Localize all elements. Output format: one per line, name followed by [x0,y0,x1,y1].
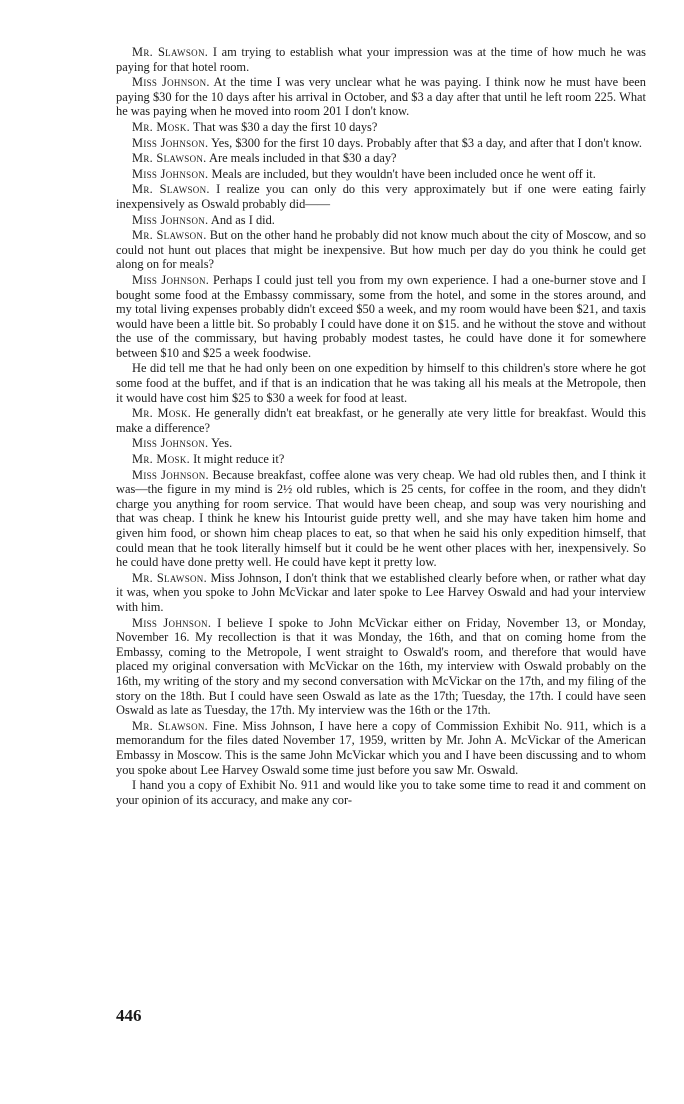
paragraph-text: Because breakfast, coffee alone was very cheap. We had old rubles then, and I think it was—the figure in my mind is 2½ old rubles, which is 25 cents, for coffee in the room, and they didn't charge you anything for room service. That would have been cheap, and soup was very nourishing and that was cheap. I think he knew his Intourist guide pretty well, and she may have taken him home and given him food, or shown him cheap places to eat, so that when he said his only expedition himself, that could mean that he took literally himself but it could be he went other places with her, inexpensively. So he could have done pretty well. He could have kept it pretty low. [116,467,646,570]
paragraph-text: Are meals included in that $30 a day? [206,151,397,166]
speaker-label: Mr. Slawson. [132,151,207,166]
paragraph [116,436,646,451]
speaker-label: Miss Johnson. [132,467,209,482]
paragraph [116,616,646,718]
paragraph [116,719,646,777]
paragraph-text: He generally didn't eat breakfast, or he generally ate very little for breakfast. Would this make a difference? [116,406,646,435]
speaker-label: Mr. Mosk. [132,452,191,467]
transcript-page [116,45,646,808]
paragraph-text: Fine. Miss Johnson, I have here a copy of Commission Exhibit No. 911, which is a memorandum for the files dated November 17, 1959, written by Mr. John A. McVickar of the American Embassy in Moscow. This is the same John McVickar which you and I have been discussing and to whom you spoke about Lee Harvey Oswald some time just before you saw Mr. Oswald. [116,718,646,777]
paragraph-text: Yes. [208,436,233,451]
paragraph [116,468,646,570]
paragraph-text: But on the other hand he probably did not know much about the city of Moscow, and so could not hunt out places that might be inexpensive. But how much per day do you think he could get along on for meals? [116,228,646,272]
paragraph [116,75,646,119]
paragraph-text: Perhaps I could just tell you from my own experience. I had a one-burner stove and I bought some food at the Embassy commissary, some from the hotel, and some in the stores around, and my total living expenses probably didn't exceed $50 a week, and my room would have been $21, and taxis would have been a little bit. So probably I could have done it on $15. and he without the stove and without the use of the commissary, but having probably modest tastes, he could have done it for somewhere between $10 and $25 a week foodwise. [116,272,646,360]
paragraph [116,45,646,74]
speaker-label: Miss Johnson. [132,615,212,630]
speaker-label: Miss Johnson. [132,272,210,287]
speaker-label: Mr. Slawson. [132,228,207,243]
paragraph-text: And as I did. [208,212,275,227]
paragraph [116,151,646,166]
paragraph [116,406,646,435]
paragraph [116,213,646,228]
paragraph [116,120,646,135]
speaker-label: Miss Johnson. [132,436,209,451]
speaker-label: Mr. Slawson. [132,45,209,59]
speaker-label: Miss Johnson. [132,75,210,90]
paragraph-text: I hand you a copy of Exhibit No. 911 and would like you to take some time to read it and comment on your opinion of its accuracy, and make any cor- [116,778,646,807]
speaker-label: Mr. Slawson. [132,718,209,733]
paragraph [116,182,646,211]
paragraph-text: It might reduce it? [190,452,285,467]
paragraph-text: I believe I spoke to John McVickar either on Friday, November 13, or Monday, November 16. My recollection is that it was Monday, the 16th, and that on coming home from the Embassy, coming to the Metropole, I went straight to Oswald's room, and therefore that would have placed my original conversation with McVickar on the 16th, my interview with Oswald probably on the 16th, my writing of the story and my second conversation with McVickar on the 17th, and my filing of the story on the 18th. But I could have seen Oswald as late as the 17th; Tuesday, the 17th. I could have seen Oswald as late as Tuesday, the 17th. My interview was the 16th or the 17th. [116,615,646,718]
speaker-label: Miss Johnson. [132,212,209,227]
paragraph-text: At the time I was very unclear what he was paying. I think now he must have been paying $30 for the 10 days after his arrival in October, and $3 a day after that until he left room 225. What he was paying when he moved into room 201 I don't know. [116,75,646,119]
paragraph [116,571,646,615]
paragraph [116,167,646,182]
paragraph-text: I am trying to establish what your impression was at the time of how much he was paying for that hotel room. [116,45,646,74]
paragraph [116,778,646,807]
paragraph [116,452,646,467]
paragraph [116,273,646,361]
speaker-label: Miss Johnson. [132,135,209,150]
speaker-label: Miss Johnson. [132,166,209,181]
speaker-label: Mr. Slawson. [132,570,207,585]
speaker-label: Mr. Slawson. [132,182,210,197]
paragraph-text: Yes, $300 for the first 10 days. Probably after that $3 a day, and after that I don't know. [208,135,642,150]
paragraph-text: I realize you can only do this very approximately but if one were eating fairly inexpensively as Oswald probably did—— [116,182,646,211]
paragraph-text: That was $30 a day the first 10 days? [190,119,378,134]
page-number: 446 [116,1006,142,1025]
paragraph [116,361,646,405]
paragraph [116,228,646,272]
speaker-label: Mr. Mosk. [132,119,191,134]
paragraph-text: Meals are included, but they wouldn't have been included once he went off it. [208,166,596,181]
paragraph-text: He did tell me that he had only been on one expedition by himself to this children's store where he got some food at the buffet, and if that is an indication that he was taking all his meals at the Metropole, then it would have cost him $25 to $30 a week for food at least. [116,361,646,405]
paragraph [116,136,646,151]
speaker-label: Mr. Mosk. [132,406,192,421]
paragraph-text: Miss Johnson, I don't think that we established clearly before when, or rather what day it was, when you spoke to John McVickar and later spoke to Lee Harvey Oswald and had your interview with him. [116,570,646,614]
